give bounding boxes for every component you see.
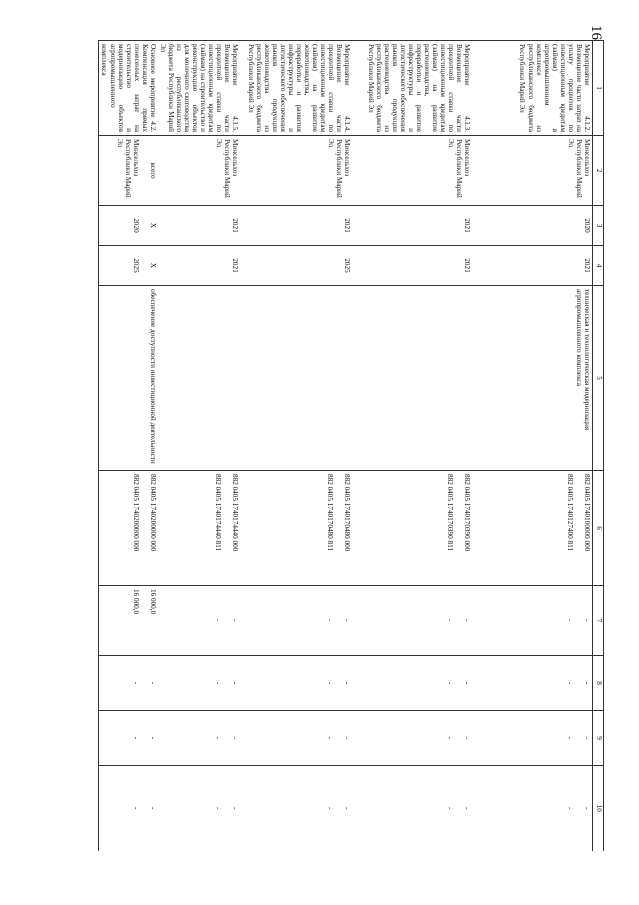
expected-result: техническая и технологическая модернизация агропромышленного комплекса xyxy=(473,286,593,471)
end-year: 2025 xyxy=(241,246,353,286)
column-header: 8 xyxy=(593,656,604,711)
budget-code: 882 0405 1740170480 000 882 0405 1740170480 811 xyxy=(241,471,353,586)
expected-result xyxy=(241,286,353,471)
value-col10: - - xyxy=(353,766,473,851)
end-year: 2021 xyxy=(353,246,473,286)
executor: Минсельхоз Республики Марий Эл xyxy=(353,136,473,206)
value-col8: - - xyxy=(158,656,241,711)
value-col9: - - xyxy=(158,711,241,766)
value-col10: - - xyxy=(241,766,353,851)
expected-result: обеспечение доступности инвестиционной деятельности xyxy=(99,286,158,471)
value-col7: - - xyxy=(241,586,353,656)
executor: Минсельхоз Республики Марий Эл xyxy=(241,136,353,206)
budget-code: 882 0405 1740100000 000 882 0405 1740127400 811 xyxy=(473,471,593,586)
program-measures-table xyxy=(98,40,604,851)
measure-name: Мероприятие 4.1.4. Возмещение части процентной ставки по инвестиционным кредитам (займам) на развитие животноводства, переработки и развития инфраструктуры и логистического обеспечения рынков продукции животноводства из республиканского бюджета Республики Марий Эл xyxy=(241,41,353,136)
end-year: 2021 xyxy=(473,246,593,286)
column-header: 5 xyxy=(593,286,604,471)
value-col10: - - xyxy=(99,766,158,851)
value-col8: - - xyxy=(353,656,473,711)
value-col9: - - xyxy=(241,711,353,766)
measure-name: Мероприятие 4.1.5. Возмещение части процентной ставки по инвестиционным кредитам (займам) на строительство и реконструкцию объектов для молочного скотоводства из республиканского бюджета Республики Марий Эл xyxy=(158,41,241,136)
value-col10: - - xyxy=(473,766,593,851)
value-col7: 16 000,0 16 000,0 xyxy=(99,586,158,656)
column-header: 1 xyxy=(593,41,604,136)
value-col7: - - xyxy=(353,586,473,656)
value-col9: - - xyxy=(99,711,158,766)
measure-name: Мероприятие 4.1.2. Возмещение части затрат на уплату процентов по инвестиционным кредитам (займам) в агропромышленном комплексе из республиканского бюджета Республики Марий Эл xyxy=(473,41,593,136)
budget-code: 882 0405 1740170390 000 882 0405 1740170390 811 xyxy=(353,471,473,586)
start-year: 2020 xyxy=(473,206,593,246)
column-header: 9 xyxy=(593,711,604,766)
start-year: 2021 xyxy=(241,206,353,246)
budget-code: 882 0405 1740174440 000 882 0405 1740174440 811 xyxy=(158,471,241,586)
expected-result xyxy=(158,286,241,471)
value-col8: - - xyxy=(473,656,593,711)
table-row xyxy=(353,41,473,851)
end-year: X 2025 xyxy=(99,246,158,286)
page-number: 16 xyxy=(588,25,604,40)
table-row xyxy=(99,41,158,851)
column-header: 7 xyxy=(593,586,604,656)
value-col10: - - xyxy=(158,766,241,851)
value-col8: - - xyxy=(99,656,158,711)
header-row xyxy=(593,41,604,851)
measure-name: Основное мероприятие 4.2. Компенсация прямых понесенных затрат на строительство и модернизацию объектов агропромышленного комплекса xyxy=(99,41,158,136)
rotated-table-page xyxy=(100,40,604,850)
executor: Минсельхоз Республики Марий Эл xyxy=(473,136,593,206)
expected-result xyxy=(353,286,473,471)
column-header: 3 xyxy=(593,206,604,246)
value-col7: - - xyxy=(473,586,593,656)
value-col9: - - xyxy=(473,711,593,766)
table-row xyxy=(158,41,241,851)
column-header: 10 xyxy=(593,766,604,851)
column-header: 2 xyxy=(593,136,604,206)
value-col7: - - xyxy=(158,586,241,656)
table-row xyxy=(473,41,593,851)
executor: Минсельхоз Республики Марий Эл xyxy=(158,136,241,206)
value-col8: - - xyxy=(241,656,353,711)
column-header: 6 xyxy=(593,471,604,586)
end-year: 2021 xyxy=(158,246,241,286)
column-header: 4 xyxy=(593,246,604,286)
value-col9: - - xyxy=(353,711,473,766)
measure-name: Мероприятие 4.1.3. Возмещение части процентной ставки по инвестиционным кредитам (займам) на развитие растениеводства, переработки и развитие инфраструктуры и логистического обеспечения рынков продукции растениеводства из республиканского бюджета Республики Марий Эл xyxy=(353,41,473,136)
start-year: X 2020 xyxy=(99,206,158,246)
executor: всего Минсельхоз Республики Марий Эл xyxy=(99,136,158,206)
start-year: 2021 xyxy=(158,206,241,246)
table-row xyxy=(241,41,353,851)
start-year: 2021 xyxy=(353,206,473,246)
budget-code: 882 0405 1740200000 000 882 0405 1740200000 000 xyxy=(99,471,158,586)
